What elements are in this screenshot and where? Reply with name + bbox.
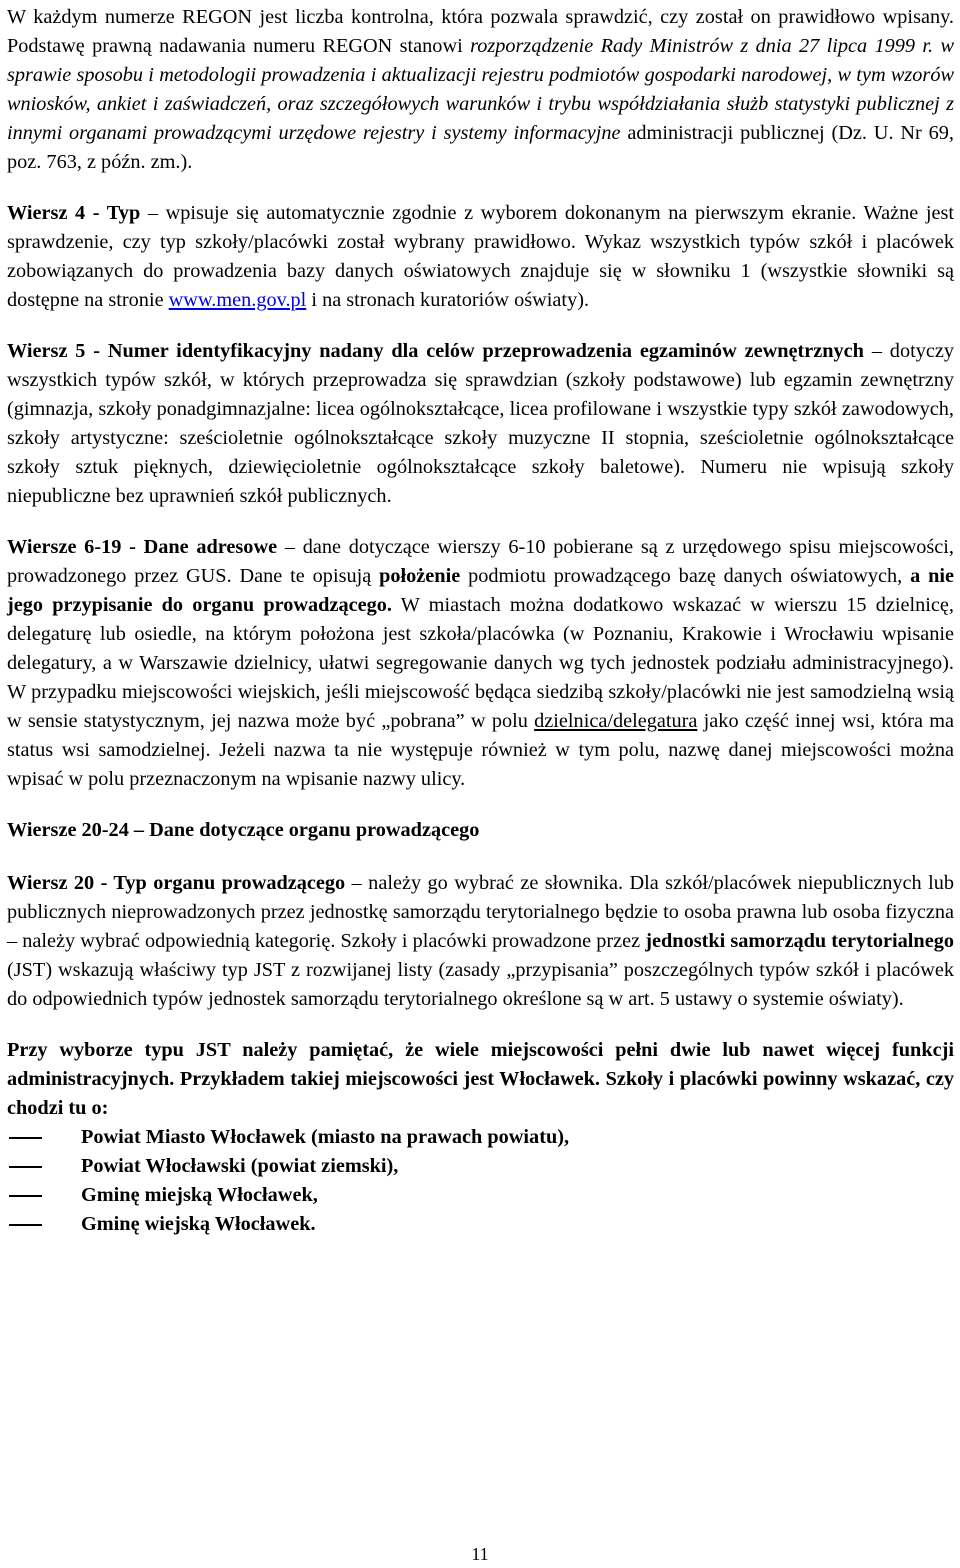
row5-text: – dotyczy wszystkich typów szkół, w których przeprowadza się sprawdzian (szkoły podstawowe) lub egzamin zewnętrzny (gimnazja, szkoły ponadgimnazjalne: licea ogólnokształcące, licea profilowane i wszystkie typy szkół zawodowych, szkoły artystyczne: sześcioletnie ogólnokształcące szkoły muzyczne II stopnia, sześcioletnie ogólnokształcące szkoły sztuk pięknych, dziewięcioletnie ogólnokształcące szkoły baletowe). Numeru nie wpisują szkoły niepubliczne bez uprawnień szkół publicznych. <box>7 340 955 507</box>
list-item: Powiat Włocławski (powiat ziemski), <box>7 1152 954 1181</box>
district-field-name: dzielnica/delegatura <box>534 710 698 732</box>
jst-bold: jednostki samorządu terytorialnego <box>645 930 954 952</box>
list-item: Gminę wiejską Włocławek. <box>7 1210 954 1239</box>
jst-note-paragraph <box>7 1036 954 1123</box>
page-number: 11 <box>471 1544 489 1564</box>
regon-text: W każdym numerze REGON jest liczba kontrolna, która pozwala sprawdzić, czy został on prawidłowo wpisany. Podstawę prawną nadawania numeru REGON stanowi <box>7 6 954 57</box>
row20-heading: Wiersz 20 - Typ organu prowadzącego <box>7 872 346 894</box>
row20-text-2: (JST) wskazują właściwy typ JST z rozwijanej listy (zasady „przypisania” poszczególnych typów szkół i placówek do odpowiednich typów jednostek samorządu terytorialnego określone są w art. 5 ustawy o systemie oświaty). <box>7 959 954 1010</box>
regon-paragraph <box>7 3 954 177</box>
row4-text: – wpisuje się automatycznie zgodnie z wyborem dokonanym na pierwszym ekranie. Ważne jest sprawdzenie, czy typ szkoły/placówki został wybrany prawidłowo. Wykaz wszystkich typów szkół i placówek zobowiązanych do prowadzenia bazy danych oświatowych znajduje się w słowniku 1 (wszystkie słowniki są dostępne na stronie <box>7 202 954 311</box>
not-assignment-bold: a nie jego przypisanie do organu prowadzącego. <box>7 565 954 616</box>
jst-note-text: Przy wyborze typu JST należy pamiętać, że wiele miejscowości pełni dwie lub nawet więcej funkcji administracyjnych. Przykładem takiej miejscowości jest Włocławek. Szkoły i placówki powinny wskazać, czy chodzi tu o: <box>7 1039 954 1119</box>
rows6-19-text: – dane dotyczące wierszy 6-10 pobierane są z urzędowego spisu miejscowości, prowadzonego przez GUS. Dane te opisują <box>7 536 954 587</box>
rows6-19-paragraph <box>7 533 954 794</box>
rows6-19-text-4: jako część innej wsi, która ma status wsi samodzielnej. Jeżeli nazwa ta nie występuje również w tym polu, nazwę danej miejscowości można wpisać w polu przeznaczonym na wpisanie nazwy ulicy. <box>7 710 954 790</box>
row20-paragraph <box>7 869 954 1014</box>
rows20-24-heading: Wiersze 20-24 – Dane dotyczące organu prowadzącego <box>7 819 480 841</box>
regulation-citation: administracji publicznej (Dz. U. Nr 69, poz. 763, z późn. zm.). <box>7 122 954 173</box>
list-item: Powiat Miasto Włocławek (miasto na prawach powiatu), <box>7 1123 954 1152</box>
rows6-19-heading: Wiersze 6-19 - Dane adresowe <box>7 536 278 558</box>
rows20-24-heading-paragraph <box>7 816 954 845</box>
regulation-title: rozporządzenie Rady Ministrów z dnia 27 lipca 1999 r. w sprawie sposobu i metodologii prowadzenia i aktualizacji rejestru podmiotów gospodarki narodowej, w tym wzorów wniosków, ankiet i zaświadczeń, oraz szczegółowych warunków i trybu współdziałania służb statystyki publicznej z innymi organami prowadzącymi urzędowe rejestry i systemy informacyjne <box>7 35 954 144</box>
men-gov-link[interactable]: www.men.gov.pl <box>168 289 307 311</box>
row4-paragraph <box>7 199 954 315</box>
wloclawek-options-list <box>7 1123 954 1239</box>
row4-heading: Wiersz 4 - Typ <box>7 202 141 224</box>
rows6-19-text-3: W miastach można dodatkowo wskazać w wierszu 15 dzielnicę, delegaturę lub osiedle, na którym położona jest szkoła/placówka (w Poznaniu, Krakowie i Wrocławiu wpisanie delegatury, a w Warszawie dzielnicy, ułatwi segregowanie danych wg tych jednostek podziału administracyjnego). W przypadku miejscowości wiejskich, jeśli miejscowość będąca siedzibą szkoły/placówki nie jest samodzielną wsią w sensie statystycznym, jej nazwa może być „pobrana” w polu <box>7 594 954 732</box>
row5-paragraph <box>7 337 954 511</box>
list-item: Gminę miejską Włocławek, <box>7 1181 954 1210</box>
row20-text: – należy go wybrać ze słownika. Dla szkół/placówek niepublicznych lub publicznych nieprowadzonych przez jednostkę samorządu terytorialnego będzie to osoba prawna lub osoba fizyczna – należy wybrać odpowiednią kategorię. Szkoły i placówki prowadzone przez <box>7 872 954 952</box>
row4-text-end: i na stronach kuratoriów oświaty). <box>306 289 590 311</box>
rows6-19-text-2: podmiotu prowadzącego bazę danych oświatowych, <box>460 565 911 587</box>
row5-heading: Wiersz 5 - Numer identyfikacyjny nadany dla celów przeprowadzenia egzaminów zewnętrznych <box>7 340 864 362</box>
location-bold: położenie <box>379 565 461 587</box>
